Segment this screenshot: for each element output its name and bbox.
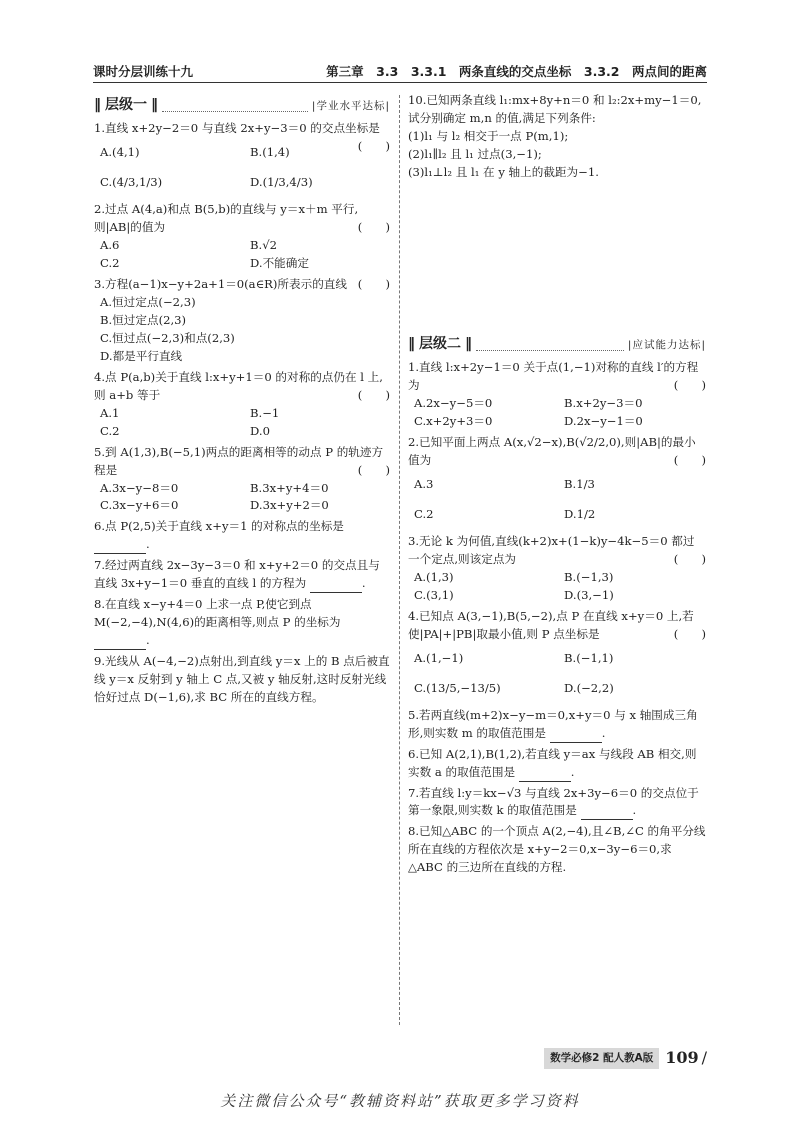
question-text: 7.经过两直线 2x−3y−3＝0 和 x+y+2＝0 的交点且与直线 3x+y−1＝0 垂直的直线 l 的方程为 (94, 558, 380, 591)
chapter-title: 第三章 3.3 3.3.1 两条直线的交点坐标 3.3.2 两点间的距离 (326, 64, 707, 79)
option: A.(1,−1) (414, 650, 464, 665)
question-text: 1.直线 l:x+2y−1＝0 关于点(1,−1)对称的直线 l′的方程为 (408, 360, 699, 392)
answer-bracket: ( ) (673, 452, 706, 467)
question (94, 444, 390, 516)
left-column (94, 96, 390, 710)
question-text: 4.已知点 A(3,−1),B(5,−2),点 P 在直线 x+y＝0 上,若使|PA|+|PB|取最小值,则 P 点坐标是 (408, 608, 694, 641)
option: A.6 (100, 237, 120, 252)
answer-bracket: ( ) (673, 377, 706, 392)
option: B.3x+y+4＝0 (250, 480, 329, 495)
option: D.都是平行直线 (100, 348, 183, 363)
option: D.2x−y−1＝0 (564, 413, 643, 428)
answer-blank[interactable] (94, 541, 146, 554)
sub-item: (2)l₁∥l₂ 且 l₁ 过点(3,−1); (408, 146, 542, 161)
answer-blank[interactable] (581, 807, 633, 820)
option: D.3x+y+2＝0 (250, 498, 329, 513)
option: D.不能确定 (250, 255, 309, 270)
level-bars: ‖ (94, 97, 101, 114)
page-slash: / (701, 1048, 707, 1067)
question (408, 359, 706, 431)
option: C.2 (100, 255, 120, 270)
question-text: 8.已知△ABC 的一个顶点 A(2,−4),且∠B,∠C 的角平分线所在直线的方程依次是 x+y−2＝0,x−3y−6＝0,求△ABC 的三边所在直线的方程. (408, 824, 706, 875)
level-title: 层级二 (419, 336, 461, 353)
answer-bracket: ( ) (357, 276, 390, 291)
option: A.恒过定点(−2,3) (100, 294, 196, 309)
answer-bracket: ( ) (673, 626, 706, 641)
option: A.3x−y−8＝0 (100, 480, 179, 495)
question: 7.经过两直线 2x−3y−3＝0 和 x+y+2＝0 的交点且与直线 3x+y−1＝0 垂直的直线 l 的方程为 . (94, 557, 390, 593)
answer-blank[interactable] (310, 580, 362, 593)
page-number: 109 (665, 1048, 699, 1067)
right-column (408, 92, 706, 880)
question-text: 7.若直线 l:y＝kx−√3 与直线 2x+3y−6＝0 的交点位于第一象限,则实数 k 的取值范围是 (408, 785, 699, 818)
book-label: 数学必修2 配人教A版 (544, 1048, 659, 1068)
question (94, 201, 390, 273)
answer-blank[interactable] (519, 769, 571, 782)
option: A.(1,3) (414, 569, 454, 584)
question: 6.点 P(2,5)关于直线 x+y＝1 的对称点的坐标是 . (94, 518, 390, 554)
question-text: 4.点 P(a,b)关于直线 l:x+y+1＝0 的对称的点仍在 l 上,则 a+b 等于 (94, 369, 383, 402)
option: C.3x−y+6＝0 (100, 498, 179, 513)
question (94, 120, 390, 198)
sub-item: (3)l₁⊥l₂ 且 l₁ 在 y 轴上的截距为−1. (408, 164, 599, 179)
answer-blank[interactable] (550, 730, 602, 743)
question-text: 8.在直线 x−y+4＝0 上求一点 P,使它到点 M(−2,−4),N(4,6)的距离相等,则点 P 的坐标为 (94, 597, 341, 630)
option: D.1/2 (564, 506, 596, 521)
question-text: 3.方程(a−1)x−y+2a+1＝0(a∈R)所表示的直线 (94, 276, 347, 291)
option: B.√2 (250, 237, 277, 252)
question: 8.在直线 x−y+4＝0 上求一点 P,使它到点 M(−2,−4),N(4,6)的距离相等,则点 P 的坐标为 . (94, 596, 390, 650)
answer-bracket: ( ) (357, 462, 390, 477)
question (408, 823, 706, 877)
option: A.3 (414, 476, 434, 491)
question (408, 608, 706, 704)
option: D.(1/3,4/3) (250, 174, 313, 189)
option: B.x+2y−3＝0 (564, 395, 643, 410)
question-text: 3.无论 k 为何值,直线(k+2)x+(1−k)y−4k−5＝0 都过一个定点,则该定点为 (408, 533, 695, 566)
level-one-heading (94, 96, 390, 116)
option: C.(3,1) (414, 587, 454, 602)
level-tag: |学业水平达标| (311, 99, 390, 112)
option: B.(−1,1) (564, 650, 614, 665)
option: B.−1 (250, 405, 280, 420)
option: C.2 (414, 506, 434, 521)
option: D.(−2,2) (564, 680, 614, 695)
level-title: 层级一 (105, 97, 147, 114)
option: D.0 (250, 423, 270, 438)
question-text: 2.已知平面上两点 A(x,√2−x),B(√2/2,0),则|AB|的最小值为 (408, 434, 696, 467)
column-divider (399, 95, 400, 1025)
sub-item: (1)l₁ 与 l₂ 相交于一点 P(m,1); (408, 128, 569, 143)
question (408, 434, 706, 530)
lesson-title: 课时分层训练十九 (93, 64, 194, 79)
option: B.(−1,3) (564, 569, 614, 584)
page-footer (544, 1046, 707, 1071)
answer-bracket: ( ) (673, 551, 706, 566)
question-text: 10.已知两条直线 l₁:mx+8y+n＝0 和 l₂:2x+my−1＝0,试分别确定 m,n 的值,满足下列条件: (408, 93, 702, 125)
option: A.2x−y−5＝0 (414, 395, 493, 410)
question-text: 6.已知 A(2,1),B(1,2),若直线 y＝ax 与线段 AB 相交,则实数 a 的取值范围是 (408, 746, 697, 779)
question-text: 2.过点 A(4,a)和点 B(5,b)的直线与 y＝x＋m 平行,则|AB|的值为 (94, 201, 359, 234)
option: C.2 (100, 423, 120, 438)
dotted-leader (162, 101, 308, 112)
level-bars: ‖ (465, 336, 472, 353)
page-header (93, 60, 707, 83)
option: B.恒过定点(2,3) (100, 312, 187, 327)
question: 6.已知 A(2,1),B(1,2),若直线 y＝ax 与线段 AB 相交,则实数 a 的取值范围是 . (408, 746, 706, 782)
question-text: 5.若两直线(m+2)x−y−m＝0,x+y＝0 与 x 轴围成三角形,则实数 m 的取值范围是 (408, 707, 698, 740)
question (94, 653, 390, 707)
answer-bracket: ( ) (357, 219, 390, 234)
option: A.(4,1) (100, 144, 140, 159)
question-text: 1.直线 x+2y−2＝0 与直线 2x+y−3＝0 的交点坐标是 (94, 121, 380, 135)
question: 7.若直线 l:y＝kx−√3 与直线 2x+3y−6＝0 的交点位于第一象限,则实数 k 的取值范围是 . (408, 785, 706, 821)
answer-bracket: ( ) (357, 138, 390, 153)
watermark-text: 关注微信公众号“教辅资料站”获取更多学习资料 (220, 1092, 580, 1110)
question (94, 276, 390, 366)
answer-bracket: ( ) (357, 387, 390, 402)
option: C.x+2y+3＝0 (414, 413, 493, 428)
option: B.1/3 (564, 476, 595, 491)
question (94, 369, 390, 441)
option: D.(3,−1) (564, 587, 614, 602)
level-tag: |应试能力达标| (627, 338, 706, 351)
question (408, 533, 706, 605)
question-10 (408, 92, 706, 332)
question-text: 5.到 A(1,3),B(−5,1)两点的距离相等的动点 P 的轨迹方程是 (94, 444, 384, 477)
level-bars: ‖ (408, 336, 415, 353)
option: C.(4/3,1/3) (100, 174, 163, 189)
question-text: 9.光线从 A(−4,−2)点射出,到直线 y＝x 上的 B 点后被直线 y＝x 反射到 y 轴上 C 点,又被 y 轴反射,这时反射光线恰好过点 D(−1,6),求 BC 所在的直线方程。 (94, 654, 390, 705)
level-bars: ‖ (151, 97, 158, 114)
dotted-leader (476, 340, 624, 351)
option: C.(13/5,−13/5) (414, 680, 501, 695)
question-text: 6.点 P(2,5)关于直线 x+y＝1 的对称点的坐标是 (94, 519, 344, 534)
option: B.(1,4) (250, 144, 290, 159)
question: 5.若两直线(m+2)x−y−m＝0,x+y＝0 与 x 轴围成三角形,则实数 m 的取值范围是 . (408, 707, 706, 743)
answer-blank[interactable] (94, 637, 146, 650)
option: C.恒过点(−2,3)和点(2,3) (100, 330, 235, 345)
level-two-heading (408, 335, 706, 355)
option: A.1 (100, 405, 120, 420)
